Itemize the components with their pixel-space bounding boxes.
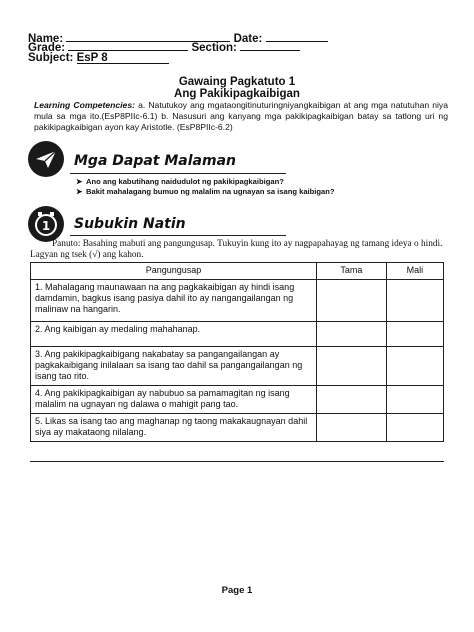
subject-line [28, 52, 169, 64]
subject-label: Subject: [28, 52, 74, 64]
section-heading-subukin-natin: Subukin Natin [74, 216, 186, 232]
list-item: ➤ Bakit mahalagang bumuo ng malalim na ugnayan sa isang kaibigan? [76, 187, 335, 196]
header-mali: Mali [386, 263, 443, 280]
paper-plane-icon [28, 141, 64, 177]
subject-value: EsP 8 [77, 52, 169, 64]
section-blank[interactable] [240, 39, 300, 51]
date-label: Date: [233, 33, 263, 45]
name-label: Name: [28, 33, 64, 45]
statement-cell: 2. Ang kaibigan ay medaling mahahanap. [31, 322, 317, 347]
mali-checkbox[interactable] [386, 280, 443, 322]
mali-checkbox[interactable] [386, 386, 443, 414]
tama-checkbox[interactable] [317, 347, 387, 386]
table-row [31, 414, 444, 442]
mali-checkbox[interactable] [386, 322, 443, 347]
table-row [31, 386, 444, 414]
mali-checkbox[interactable] [386, 347, 443, 386]
tama-checkbox[interactable] [317, 280, 387, 322]
statement-cell: 5. Likas sa isang tao ang maghanap ng taong makakaugnayan dahil siya ay makataong nilalang. [31, 414, 317, 442]
badge-number: 1 [41, 219, 51, 233]
competencies-text: a. Natutukoy ang mgataongitinuturingniyangkaibigan at ang mga natutuhan niya mula sa mga ito.(EsP8PIIc-6.1) b. Nasusuri ang kanyang mga pakikipagkaibigan batay sa tatlong uri ng pakikipagkaibigan ayon kay Aristotle. (EsP8PIIc-6.2) [34, 100, 449, 132]
competencies-label: Learning Competencies: [34, 100, 135, 110]
tama-checkbox[interactable] [317, 322, 387, 347]
section-divider [70, 235, 286, 236]
section-label: Section: [191, 42, 237, 54]
header-tama: Tama [317, 263, 387, 280]
statement-cell: 1. Mahalagang maunawaan na ang pagkakaibigan ay hindi isang damdamin, bagkus isang pasiya dahil ito ay nangangailangan ng malinaw na hangarin. [31, 280, 317, 322]
table-row [31, 347, 444, 386]
quiz-table [30, 262, 444, 442]
page-number: Page 1 [221, 585, 253, 596]
number-one-icon [28, 206, 64, 242]
arrow-bullet-icon: ➤ [76, 187, 83, 196]
header-pangungusap: Pangungusap [31, 263, 317, 280]
arrow-bullet-icon: ➤ [76, 177, 83, 186]
section-heading-dapat-malaman: Mga Dapat Malaman [74, 153, 237, 169]
section-divider [70, 173, 286, 174]
mali-checkbox[interactable] [386, 414, 443, 442]
statement-cell: 3. Ang pakikipagkaibigang nakabatay sa pangangailangan ay pagkakaibigang inilalaan sa isang tao dahil sa pangangailangan ng isang tao rito. [31, 347, 317, 386]
tama-checkbox[interactable] [317, 414, 387, 442]
instructions: Panuto: Basahing mabuti ang pangungusap. Tukuyin kung ito ay nagpapahayag ng tamang ideya o hindi. Lagyan ng tsek (√) ang kahon. [30, 239, 443, 260]
statement-cell: 4. Ang pakikipagkaibigan ay nabubuo sa pamamagitan ng isang malalim na ugnayan ng dalawa o mahigit pang tao. [31, 386, 317, 414]
activity-subtitle: Ang Pakikipagkaibigan [174, 88, 300, 100]
bottom-divider [30, 461, 444, 462]
tama-checkbox[interactable] [317, 386, 387, 414]
grade-label: Grade: [28, 42, 66, 54]
table-row [31, 280, 444, 322]
table-header-row [31, 263, 444, 280]
table-row [31, 322, 444, 347]
grade-blank[interactable] [68, 39, 188, 51]
activity-title: Gawaing Pagkatuto 1 [178, 76, 296, 88]
learning-competencies [34, 100, 448, 133]
list-item: ➤ Ano ang kabutihang naidudulot ng pakikipagkaibigan? [76, 177, 284, 186]
